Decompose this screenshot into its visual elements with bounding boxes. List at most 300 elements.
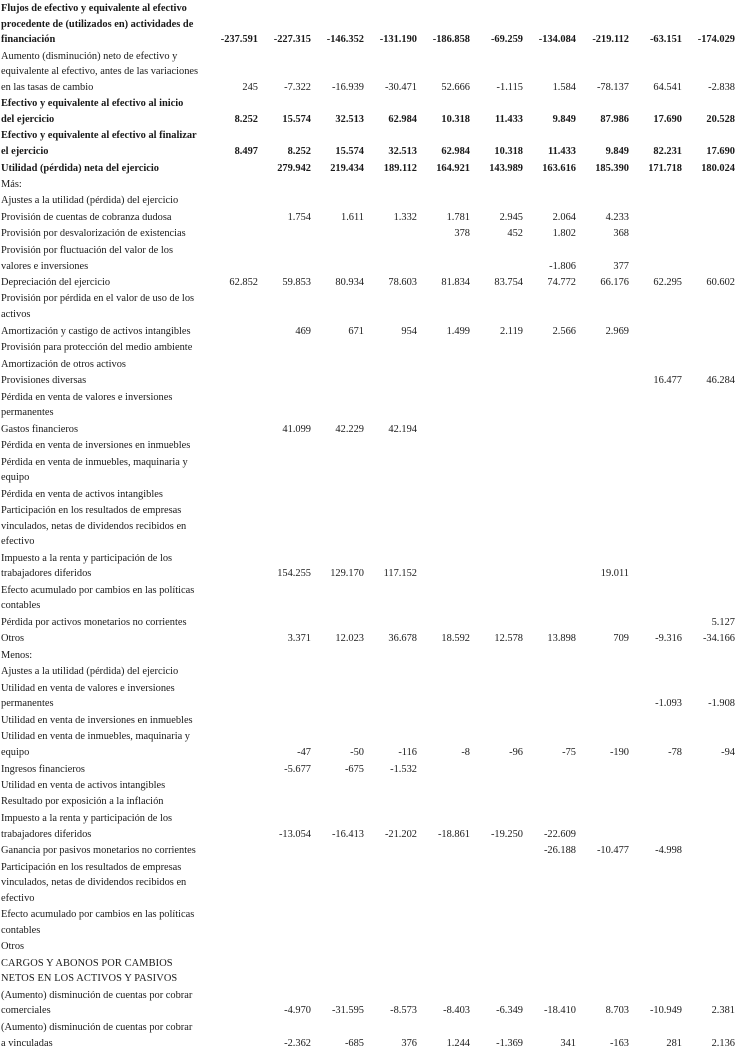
value-cell xyxy=(470,615,523,631)
value-cell: 17.690 xyxy=(706,146,735,158)
value-cell: 11.433 xyxy=(494,113,523,125)
value-cell xyxy=(576,390,629,422)
value-cell xyxy=(205,664,258,680)
value-cell xyxy=(629,226,682,242)
row-label: Amortización y castigo de activos intangibles xyxy=(1,325,191,337)
value-cell xyxy=(205,291,258,323)
value-cell xyxy=(629,324,682,340)
value-cell xyxy=(205,357,258,373)
value-cell: 15.574 xyxy=(282,113,311,125)
value-cell xyxy=(311,373,364,389)
value-cell: 377 xyxy=(613,260,629,272)
value-cell: 164.921 xyxy=(436,162,470,174)
value-cell xyxy=(523,357,576,373)
value-cell xyxy=(523,438,576,454)
value-cell xyxy=(576,811,629,843)
value-cell: 87.986 xyxy=(600,113,629,125)
value-cell: -18.861 xyxy=(437,828,470,840)
value-cell xyxy=(629,243,682,275)
row-label: Impuesto a la renta y participación de los trabajadores diferidos xyxy=(1,812,173,840)
value-cell: 671 xyxy=(348,325,364,337)
value-cell xyxy=(364,778,417,794)
value-cell: -685 xyxy=(344,1037,364,1049)
value-cell: -94 xyxy=(721,747,735,759)
value-cell: 368 xyxy=(613,228,629,240)
value-cell: -19.250 xyxy=(490,828,523,840)
value-cell xyxy=(258,438,311,454)
value-cell xyxy=(417,373,470,389)
value-cell: -63.151 xyxy=(649,34,682,46)
value-cell: 163.616 xyxy=(542,162,576,174)
value-cell: 12.023 xyxy=(335,633,364,645)
value-cell: 62.295 xyxy=(653,277,682,288)
value-cell: -2.838 xyxy=(708,81,735,93)
value-cell xyxy=(258,907,311,939)
value-cell xyxy=(682,583,735,615)
value-cell xyxy=(364,291,417,323)
value-cell: 1.754 xyxy=(287,211,311,223)
value-cell xyxy=(205,177,258,193)
value-cell xyxy=(205,762,258,778)
value-cell: -34.166 xyxy=(702,633,735,645)
value-cell: -219.112 xyxy=(592,34,629,46)
row-label: Impuesto a la renta y participación de los trabajadores diferidos xyxy=(1,552,173,580)
table-row xyxy=(1,373,735,389)
value-cell xyxy=(258,778,311,794)
value-cell: 11.433 xyxy=(547,146,576,158)
value-cell xyxy=(523,648,576,664)
value-cell: 62.852 xyxy=(229,277,258,288)
value-cell xyxy=(205,681,258,713)
value-cell: -50 xyxy=(350,747,364,759)
value-cell xyxy=(258,390,311,422)
row-label: Provisiones diversas xyxy=(1,375,87,387)
table-row xyxy=(1,956,735,988)
value-cell xyxy=(470,664,523,680)
value-cell xyxy=(682,794,735,810)
value-cell xyxy=(523,340,576,356)
value-cell: -16.939 xyxy=(331,81,364,93)
value-cell xyxy=(523,956,576,988)
value-cell xyxy=(470,939,523,955)
value-cell: 18.592 xyxy=(441,633,470,645)
value-cell xyxy=(576,340,629,356)
row-label: Efectivo y equivalente al efectivo al inicio del ejercicio xyxy=(1,98,184,125)
value-cell xyxy=(682,324,735,340)
value-cell xyxy=(629,664,682,680)
value-cell: -1.093 xyxy=(655,698,682,710)
value-cell: 42.194 xyxy=(388,423,417,435)
value-cell xyxy=(629,210,682,226)
value-cell xyxy=(470,907,523,939)
value-cell xyxy=(523,762,576,778)
value-cell xyxy=(470,503,523,551)
value-cell xyxy=(470,340,523,356)
value-cell xyxy=(470,762,523,778)
table-row xyxy=(1,762,735,778)
value-cell xyxy=(629,503,682,551)
value-cell xyxy=(311,939,364,955)
table-row xyxy=(1,128,735,160)
value-cell xyxy=(364,503,417,551)
value-cell xyxy=(682,438,735,454)
value-cell xyxy=(417,794,470,810)
value-cell xyxy=(258,373,311,389)
value-cell xyxy=(417,357,470,373)
value-cell xyxy=(205,438,258,454)
value-cell xyxy=(682,422,735,438)
value-cell: -1.115 xyxy=(496,81,523,93)
value-cell xyxy=(205,713,258,729)
value-cell: 1.499 xyxy=(446,325,470,337)
value-cell xyxy=(311,390,364,422)
value-cell xyxy=(258,357,311,373)
value-cell xyxy=(311,291,364,323)
value-cell xyxy=(417,551,470,583)
value-cell xyxy=(311,487,364,503)
row-label: Ganancia por pasivos monetarios no corrientes xyxy=(1,845,196,857)
value-cell: -675 xyxy=(344,763,364,775)
row-label: Otros xyxy=(1,941,25,953)
value-cell: 78.603 xyxy=(388,277,417,288)
row-label: Provisión por desvalorización de existencias xyxy=(1,228,186,240)
value-cell xyxy=(629,357,682,373)
value-cell: 185.390 xyxy=(595,162,629,174)
value-cell xyxy=(205,907,258,939)
value-cell: 2.969 xyxy=(605,325,629,337)
value-cell: 17.690 xyxy=(653,113,682,125)
value-cell xyxy=(205,210,258,226)
value-cell: -75 xyxy=(562,747,576,759)
table-row xyxy=(1,843,735,859)
value-cell xyxy=(205,988,258,1020)
value-cell xyxy=(205,422,258,438)
value-cell xyxy=(205,939,258,955)
value-cell xyxy=(523,713,576,729)
value-cell xyxy=(205,956,258,988)
value-cell xyxy=(258,487,311,503)
value-cell xyxy=(682,487,735,503)
table-row xyxy=(1,357,735,373)
value-cell xyxy=(364,956,417,988)
value-cell: 82.231 xyxy=(653,146,682,158)
value-cell xyxy=(417,713,470,729)
value-cell xyxy=(470,390,523,422)
value-cell xyxy=(205,648,258,664)
value-cell: -1.908 xyxy=(708,698,735,710)
value-cell xyxy=(682,210,735,226)
row-label: Depreciación del ejercicio xyxy=(1,277,111,288)
value-cell xyxy=(205,860,258,908)
value-cell: -146.352 xyxy=(326,34,364,46)
value-cell: -1.532 xyxy=(390,763,417,775)
value-cell xyxy=(682,811,735,843)
value-cell xyxy=(258,939,311,955)
row-label: Ajustes a la utilidad (pérdida) del ejercicio xyxy=(1,195,179,207)
value-cell xyxy=(417,487,470,503)
value-cell xyxy=(258,794,311,810)
value-cell xyxy=(576,422,629,438)
value-cell: 10.318 xyxy=(494,146,523,158)
value-cell xyxy=(258,340,311,356)
row-label: CARGOS Y ABONOS POR CAMBIOS NETOS EN LOS ACTIVOS Y PASIVOS xyxy=(1,957,178,985)
value-cell: -4.998 xyxy=(655,845,682,857)
row-label: Más: xyxy=(1,178,22,190)
row-label: Utilidad en venta de inversiones en inmuebles xyxy=(1,714,193,726)
value-cell xyxy=(417,422,470,438)
value-cell xyxy=(258,956,311,988)
row-label: Provisión de cuentas de cobranza dudosa xyxy=(1,211,172,223)
value-cell xyxy=(523,455,576,487)
value-cell: 12.578 xyxy=(494,633,523,645)
value-cell xyxy=(470,843,523,859)
value-cell xyxy=(629,455,682,487)
value-cell xyxy=(629,939,682,955)
value-cell xyxy=(417,438,470,454)
value-cell: -96 xyxy=(509,747,523,759)
value-cell: 2.566 xyxy=(552,325,576,337)
value-cell: 8.252 xyxy=(234,113,258,125)
value-cell: 32.513 xyxy=(388,146,417,158)
table-row xyxy=(1,49,735,97)
value-cell xyxy=(364,487,417,503)
value-cell: 83.754 xyxy=(494,277,523,288)
value-cell xyxy=(682,193,735,209)
row-label: Utilidad en venta de inmuebles, maquinaria y equipo xyxy=(1,731,190,759)
value-cell xyxy=(205,193,258,209)
value-cell xyxy=(682,340,735,356)
value-cell: -47 xyxy=(297,747,311,759)
row-label: Efecto acumulado por cambios en las políticas contables xyxy=(1,909,195,936)
value-cell: -190 xyxy=(609,747,629,759)
value-cell xyxy=(311,778,364,794)
value-cell xyxy=(311,681,364,713)
value-cell xyxy=(576,583,629,615)
value-cell xyxy=(629,907,682,939)
value-cell xyxy=(682,778,735,794)
row-label: Utilidad (pérdida) neta del ejercicio xyxy=(1,162,159,174)
value-cell xyxy=(576,177,629,193)
table-row xyxy=(1,487,735,503)
value-cell xyxy=(470,551,523,583)
table-row xyxy=(1,291,735,323)
value-cell xyxy=(205,843,258,859)
value-cell xyxy=(311,664,364,680)
value-cell xyxy=(682,713,735,729)
table-row xyxy=(1,907,735,939)
value-cell xyxy=(205,373,258,389)
value-cell xyxy=(470,713,523,729)
value-cell xyxy=(417,762,470,778)
value-cell xyxy=(470,177,523,193)
value-cell xyxy=(629,794,682,810)
value-cell: -9.316 xyxy=(655,633,682,645)
value-cell xyxy=(417,778,470,794)
value-cell xyxy=(205,778,258,794)
value-cell: -186.858 xyxy=(432,34,470,46)
value-cell xyxy=(470,860,523,908)
value-cell xyxy=(576,939,629,955)
value-cell: 46.284 xyxy=(706,375,735,387)
value-cell xyxy=(205,1020,258,1052)
value-cell xyxy=(629,860,682,908)
value-cell xyxy=(682,939,735,955)
cash-flow-table xyxy=(1,1,735,1052)
value-cell xyxy=(629,811,682,843)
value-cell xyxy=(364,860,417,908)
value-cell xyxy=(682,503,735,551)
value-cell xyxy=(311,357,364,373)
value-cell xyxy=(682,907,735,939)
value-cell: 9.849 xyxy=(605,146,629,158)
value-cell xyxy=(311,956,364,988)
value-cell xyxy=(417,455,470,487)
value-cell xyxy=(364,713,417,729)
table-row xyxy=(1,860,735,908)
value-cell: 8.497 xyxy=(234,146,258,158)
value-cell xyxy=(417,939,470,955)
value-cell xyxy=(470,357,523,373)
value-cell xyxy=(470,583,523,615)
value-cell xyxy=(576,357,629,373)
value-cell xyxy=(629,551,682,583)
value-cell: -10.477 xyxy=(596,845,629,857)
value-cell xyxy=(417,390,470,422)
value-cell xyxy=(576,681,629,713)
value-cell xyxy=(682,226,735,242)
value-cell: 1.802 xyxy=(552,228,576,240)
value-cell: -4.970 xyxy=(284,1005,311,1017)
row-label: Flujos de efectivo y equivalente al efectivo procedente de (utilizados en) actividades de financiación xyxy=(1,3,194,46)
value-cell: 2.381 xyxy=(711,1005,735,1017)
value-cell xyxy=(629,422,682,438)
value-cell: 62.984 xyxy=(388,113,417,125)
value-cell xyxy=(258,291,311,323)
table-row xyxy=(1,1020,735,1052)
value-cell: -5.677 xyxy=(284,763,311,775)
value-cell xyxy=(205,324,258,340)
value-cell xyxy=(364,907,417,939)
row-label: Pérdida por activos monetarios no corrientes xyxy=(1,616,187,628)
value-cell xyxy=(311,438,364,454)
value-cell xyxy=(470,455,523,487)
value-cell xyxy=(470,193,523,209)
table-row xyxy=(1,161,735,177)
value-cell xyxy=(576,860,629,908)
row-label: Pérdida en venta de activos intangibles xyxy=(1,488,163,500)
value-cell xyxy=(205,503,258,551)
value-cell: 709 xyxy=(613,633,629,645)
value-cell xyxy=(523,177,576,193)
value-cell xyxy=(576,615,629,631)
value-cell: -7.322 xyxy=(284,81,311,93)
table-row xyxy=(1,503,735,551)
value-cell: 954 xyxy=(401,325,417,337)
table-row xyxy=(1,551,735,583)
row-label: Menos: xyxy=(1,649,33,661)
value-cell xyxy=(205,340,258,356)
value-cell: -8.403 xyxy=(443,1005,470,1017)
row-label: Participación en los resultados de empresas vinculados, netas de dividendos recibidos en efectivo xyxy=(1,861,187,904)
value-cell xyxy=(682,664,735,680)
value-cell xyxy=(470,243,523,275)
value-cell: -21.202 xyxy=(384,828,417,840)
value-cell xyxy=(629,778,682,794)
value-cell: -1.369 xyxy=(496,1037,523,1049)
value-cell xyxy=(470,438,523,454)
value-cell: 13.898 xyxy=(547,633,576,645)
table-row xyxy=(1,939,735,955)
table-row xyxy=(1,988,735,1020)
value-cell: 81.834 xyxy=(441,277,470,288)
value-cell: 171.718 xyxy=(648,162,682,174)
table-row xyxy=(1,438,735,454)
value-cell: -13.054 xyxy=(278,828,311,840)
value-cell xyxy=(470,956,523,988)
value-cell xyxy=(364,664,417,680)
row-label: Utilidad en venta de activos intangibles xyxy=(1,780,166,791)
value-cell xyxy=(576,762,629,778)
value-cell xyxy=(205,390,258,422)
value-cell xyxy=(311,615,364,631)
value-cell xyxy=(576,503,629,551)
row-label: Resultado por exposición a la inflación xyxy=(1,796,164,808)
value-cell: -69.259 xyxy=(490,34,523,46)
value-cell xyxy=(576,373,629,389)
value-cell xyxy=(629,713,682,729)
value-cell xyxy=(417,681,470,713)
value-cell xyxy=(258,843,311,859)
value-cell: 9.849 xyxy=(552,113,576,125)
value-cell xyxy=(523,860,576,908)
value-cell xyxy=(629,390,682,422)
value-cell: -131.190 xyxy=(379,34,417,46)
row-label: Efecto acumulado por cambios en las políticas contables xyxy=(1,584,195,612)
value-cell xyxy=(682,357,735,373)
value-cell: -6.349 xyxy=(496,1005,523,1017)
value-cell: 2.136 xyxy=(711,1037,735,1049)
value-cell: 32.513 xyxy=(335,113,364,125)
value-cell xyxy=(576,794,629,810)
value-cell xyxy=(311,843,364,859)
value-cell xyxy=(311,193,364,209)
value-cell xyxy=(311,243,364,275)
value-cell xyxy=(523,615,576,631)
value-cell xyxy=(364,615,417,631)
value-cell xyxy=(258,648,311,664)
table-row xyxy=(1,1,735,49)
value-cell xyxy=(364,226,417,242)
value-cell xyxy=(417,907,470,939)
value-cell xyxy=(576,487,629,503)
row-label: Utilidad en venta de valores e inversiones permanentes xyxy=(1,682,175,710)
value-cell xyxy=(364,583,417,615)
table-row xyxy=(1,177,735,193)
value-cell xyxy=(576,956,629,988)
value-cell xyxy=(523,778,576,794)
value-cell: 378 xyxy=(454,228,470,240)
value-cell xyxy=(417,291,470,323)
row-label: Efectivo y equivalente al efectivo al finalizar el ejercicio xyxy=(1,130,197,158)
value-cell xyxy=(258,455,311,487)
value-cell xyxy=(258,664,311,680)
value-cell: 10.318 xyxy=(441,113,470,125)
row-label: (Aumento) disminución de cuentas por cobrar a vinculadas xyxy=(1,1021,193,1049)
value-cell: 1.611 xyxy=(341,211,364,223)
value-cell xyxy=(258,713,311,729)
table-row xyxy=(1,210,735,226)
value-cell: 2.119 xyxy=(500,325,523,337)
